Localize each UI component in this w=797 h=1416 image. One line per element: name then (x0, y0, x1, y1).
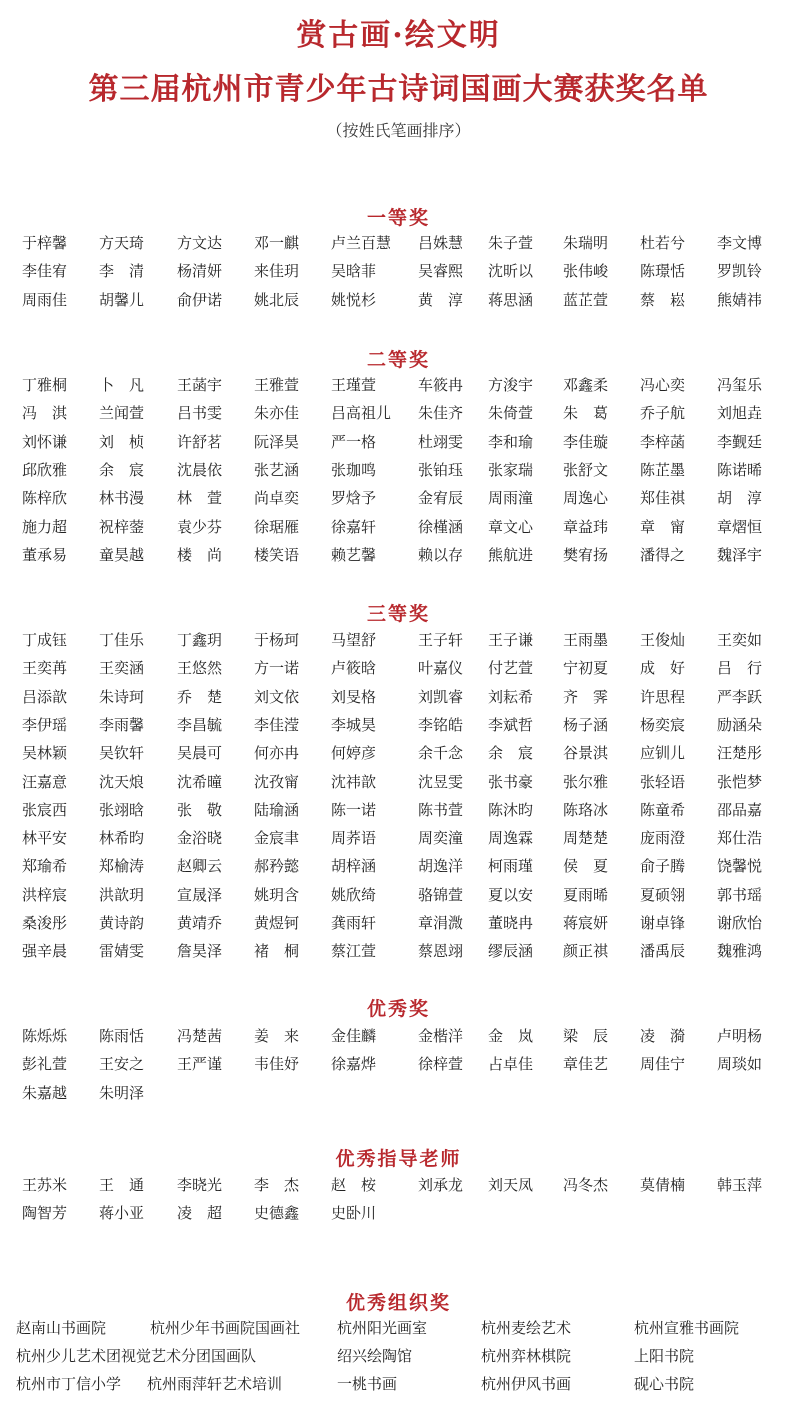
third-prize-name: 李佳滢 (254, 715, 300, 734)
second-prize-name: 周雨潼 (488, 489, 534, 508)
third-prize-name: 魏雅鸿 (717, 942, 763, 961)
third-prize-name: 陈童希 (640, 800, 686, 819)
second-prize-name: 郑佳祺 (640, 489, 686, 508)
organization-name: 杭州雨萍轩艺术培训 (147, 1375, 283, 1393)
teacher-name: 莫倩楠 (640, 1176, 686, 1194)
excellence-prize-name: 周佳宁 (640, 1055, 686, 1074)
second-prize-name: 张艺涵 (254, 460, 300, 479)
third-prize-name: 沈希曈 (177, 772, 223, 791)
third-prize-name: 周奕潼 (418, 829, 464, 848)
teacher-name: 刘承龙 (418, 1176, 464, 1194)
third-prize-name: 丁鑫玥 (177, 631, 223, 649)
excellence-prize-name: 姜 来 (254, 1027, 300, 1045)
third-prize-name: 齐 霁 (563, 687, 609, 706)
third-prize-name: 刘旻格 (331, 687, 377, 706)
third-prize-name: 蒋宸妍 (563, 914, 609, 932)
first-prize-name: 李 清 (99, 262, 145, 281)
third-prize-name: 蔡江萱 (331, 942, 377, 961)
first-prize-name: 张伟峻 (563, 262, 609, 281)
excellence-prize-name: 占卓佳 (488, 1055, 534, 1074)
third-prize-name: 丁成钰 (22, 631, 68, 649)
third-prize-name: 董晓冉 (488, 914, 534, 932)
second-prize-name: 沈晨依 (177, 460, 223, 479)
third-prize-name: 雷婧雯 (99, 942, 145, 961)
third-prize-name: 朱诗珂 (99, 687, 145, 706)
second-prize-name: 余 宸 (99, 460, 145, 479)
second-prize-name: 林书漫 (99, 489, 145, 508)
third-prize-name: 林希昀 (99, 829, 145, 848)
title-line-2: 第三届杭州市青少年古诗词国画大赛获奖名单 (88, 72, 709, 107)
organization-name: 绍兴绘陶馆 (337, 1347, 413, 1365)
third-prize-name: 张书豪 (488, 772, 534, 791)
first-prize-name: 吴晗菲 (331, 262, 377, 281)
first-prize-name: 熊婧祎 (717, 290, 763, 309)
second-prize-name: 邓鑫柔 (563, 376, 609, 394)
first-prize-name: 吴睿熙 (418, 262, 464, 281)
third-prize-name: 庞雨澄 (640, 829, 686, 848)
excellence-prize-name: 凌 漪 (640, 1027, 686, 1045)
third-prize-name: 张 敬 (177, 800, 223, 819)
third-prize-name: 周逸霖 (488, 829, 534, 848)
third-prize-name: 李昌毓 (177, 715, 223, 734)
third-prize-name: 陈沐昀 (488, 800, 534, 819)
third-prize-name: 胡逸洋 (418, 857, 464, 876)
first-prize-name: 方文达 (177, 234, 223, 252)
third-prize-name: 吴林颖 (22, 744, 68, 763)
third-prize-name: 强辛晨 (22, 942, 68, 961)
organization-name: 杭州阳光画室 (337, 1319, 428, 1337)
second-prize-name: 楼 尚 (177, 545, 223, 564)
section-title-first-prize: 一等奖 (366, 207, 430, 229)
second-prize-name: 李觐廷 (717, 432, 763, 451)
first-prize-name: 蓝芷萱 (563, 290, 609, 309)
third-prize-name: 李雨馨 (99, 715, 145, 734)
teacher-name: 蒋小亚 (99, 1204, 145, 1223)
third-prize-name: 黄诗韵 (99, 914, 145, 932)
first-prize-name: 罗凯铃 (717, 262, 763, 281)
excellence-prize-name: 章佳艺 (563, 1055, 609, 1074)
third-prize-name: 吕添歆 (22, 687, 68, 706)
third-prize-name: 成 好 (640, 659, 686, 678)
second-prize-name: 潘得之 (640, 545, 686, 564)
third-prize-name: 王子轩 (418, 631, 464, 649)
excellence-prize-name: 梁 辰 (563, 1027, 609, 1045)
third-prize-name: 杨奕宸 (640, 715, 686, 734)
second-prize-name: 陈诺晞 (717, 460, 763, 479)
first-prize-name: 李佳宥 (22, 262, 68, 281)
third-prize-name: 沈孜甯 (254, 772, 300, 791)
third-prize-name: 章涓溦 (418, 914, 464, 932)
first-prize-name: 来佳玥 (254, 262, 300, 281)
teacher-name: 韩玉萍 (717, 1176, 763, 1194)
third-prize-name: 沈昱雯 (418, 772, 464, 791)
teacher-name: 王苏米 (22, 1176, 68, 1194)
second-prize-name: 刘怀谦 (22, 432, 68, 451)
second-prize-name: 冯 淇 (22, 404, 68, 423)
third-prize-name: 王悠然 (177, 659, 223, 678)
second-prize-name: 严一格 (331, 432, 377, 451)
first-prize-name: 朱子萱 (488, 234, 534, 252)
organization-name: 一桃书画 (337, 1375, 398, 1393)
third-prize-name: 刘文依 (254, 687, 300, 706)
second-prize-name: 胡 淳 (717, 489, 763, 508)
organization-name: 杭州少年书画院国画社 (150, 1319, 301, 1337)
third-prize-name: 潘禹辰 (640, 942, 686, 961)
second-prize-name: 朱倚萱 (488, 404, 534, 423)
second-prize-name: 徐嘉轩 (331, 517, 377, 536)
section-title-excellence-prize: 优秀奖 (366, 998, 430, 1020)
teacher-name: 史德鑫 (254, 1204, 300, 1223)
first-prize-name: 姚北辰 (254, 290, 300, 309)
second-prize-name: 张家瑞 (488, 460, 534, 479)
second-prize-name: 熊航进 (488, 545, 534, 564)
third-prize-name: 洪歆玥 (99, 885, 145, 904)
excellence-prize-name: 周琰如 (717, 1055, 763, 1074)
teacher-name: 陶智芳 (22, 1204, 68, 1223)
third-prize-name: 何亦冉 (254, 744, 300, 763)
third-prize-name: 汪楚彤 (717, 744, 763, 763)
third-prize-name: 周荞语 (331, 829, 377, 848)
second-prize-name: 方浚宇 (488, 376, 534, 394)
second-prize-name: 施力超 (22, 517, 68, 536)
third-prize-name: 余千念 (418, 744, 464, 763)
third-prize-name: 马望舒 (331, 631, 377, 649)
third-prize-name: 洪梓宸 (22, 885, 68, 904)
second-prize-name: 丁雅桐 (22, 376, 68, 394)
second-prize-name: 赖以存 (418, 545, 464, 564)
third-prize-name: 郝矜懿 (254, 857, 300, 876)
second-prize-name: 尚卓奕 (254, 489, 300, 508)
excellence-prize-name: 金楷洋 (418, 1027, 464, 1045)
second-prize-name: 杜翊雯 (418, 432, 464, 451)
second-prize-name: 章 甯 (640, 517, 686, 536)
excellence-prize-name: 金 岚 (488, 1027, 534, 1045)
third-prize-name: 夏雨晞 (563, 885, 609, 904)
second-prize-name: 张铂珏 (418, 460, 464, 479)
first-prize-name: 吕姝慧 (418, 234, 464, 252)
second-prize-name: 王瑾萱 (331, 376, 377, 394)
first-prize-name: 杨清妍 (177, 262, 223, 281)
second-prize-name: 董承易 (22, 545, 68, 564)
second-prize-name: 邱欣雅 (22, 460, 68, 479)
third-prize-name: 吴钦轩 (99, 744, 145, 763)
third-prize-name: 姚欣绮 (331, 885, 377, 904)
second-prize-name: 王菡宇 (177, 376, 223, 394)
teacher-name: 凌 超 (177, 1204, 223, 1223)
second-prize-name: 李佳璇 (563, 432, 609, 451)
first-prize-name: 朱瑞明 (563, 234, 609, 252)
third-prize-name: 饶馨悦 (717, 857, 763, 876)
excellence-prize-name: 卢明杨 (717, 1027, 763, 1045)
third-prize-name: 侯 夏 (563, 857, 609, 876)
third-prize-name: 刘耘希 (488, 687, 534, 706)
second-prize-name: 魏泽宇 (717, 545, 763, 564)
second-prize-name: 张舒文 (563, 460, 609, 479)
third-prize-name: 桑浚彤 (22, 914, 68, 932)
third-prize-name: 周楚楚 (563, 829, 609, 848)
excellence-prize-name: 金佳麟 (331, 1027, 377, 1045)
teacher-name: 史卧川 (331, 1204, 377, 1223)
third-prize-name: 缪辰涵 (488, 942, 534, 961)
first-prize-name: 于梓馨 (22, 234, 68, 252)
third-prize-name: 胡梓涵 (331, 857, 377, 876)
third-prize-name: 王奕如 (717, 631, 763, 649)
third-prize-name: 王奕涵 (99, 659, 145, 678)
second-prize-name: 卜 凡 (99, 376, 145, 394)
second-prize-name: 袁少芬 (177, 517, 223, 536)
third-prize-name: 黄靖乔 (177, 914, 223, 932)
second-prize-name: 王雅萱 (254, 376, 300, 394)
section-title-second-prize: 二等奖 (366, 349, 430, 371)
second-prize-name: 吕书雯 (177, 404, 223, 423)
excellence-prize-name: 朱嘉越 (22, 1083, 68, 1102)
first-prize-name: 俞伊诺 (177, 290, 223, 309)
third-prize-name: 王子谦 (488, 631, 534, 649)
third-prize-name: 李城昊 (331, 715, 377, 734)
second-prize-name: 林 萱 (177, 489, 223, 508)
third-prize-name: 金宸聿 (254, 829, 300, 848)
third-prize-name: 王俊灿 (640, 631, 686, 649)
third-prize-name: 俞子腾 (640, 857, 686, 876)
second-prize-name: 兰闻萱 (99, 404, 145, 423)
third-prize-name: 李伊瑶 (22, 715, 68, 734)
third-prize-name: 王雨墨 (563, 631, 609, 649)
third-prize-name: 于杨珂 (254, 631, 300, 649)
organization-name: 杭州宣雅书画院 (634, 1319, 740, 1337)
third-prize-name: 王奕苒 (22, 659, 68, 678)
second-prize-name: 徐琚雁 (254, 517, 300, 536)
third-prize-name: 邵品嘉 (717, 800, 763, 819)
excellence-prize-name: 徐梓萱 (418, 1055, 464, 1074)
third-prize-name: 李铭皓 (418, 715, 464, 734)
first-prize-name: 沈昕以 (488, 262, 534, 281)
third-prize-name: 张宸西 (22, 800, 68, 819)
third-prize-name: 陈书萱 (418, 800, 464, 819)
organization-name: 砚心书院 (634, 1375, 695, 1393)
third-prize-name: 张恺梦 (717, 772, 763, 791)
organization-name: 杭州市丁信小学 (16, 1375, 122, 1393)
third-prize-name: 吕 行 (717, 659, 763, 678)
third-prize-name: 应钏儿 (640, 744, 686, 763)
third-prize-name: 付艺萱 (488, 659, 534, 678)
first-prize-name: 蔡 崧 (640, 290, 686, 309)
third-prize-name: 林平安 (22, 829, 68, 848)
teacher-name: 李晓光 (177, 1176, 223, 1194)
third-prize-name: 刘凯睿 (418, 687, 464, 706)
organization-name: 杭州麦绘艺术 (481, 1319, 572, 1337)
third-prize-name: 陆瑜涵 (254, 800, 300, 819)
third-prize-name: 夏硕翎 (640, 885, 686, 904)
third-prize-name: 严李跃 (717, 687, 763, 706)
third-prize-name: 陈一诺 (331, 800, 377, 819)
second-prize-name: 周逸心 (563, 489, 609, 508)
third-prize-name: 张尔雅 (563, 772, 609, 791)
first-prize-name: 方天琦 (99, 234, 145, 252)
third-prize-name: 金浴晓 (177, 829, 223, 848)
first-prize-name: 卢兰百慧 (331, 234, 392, 252)
teacher-name: 刘天凤 (488, 1176, 534, 1194)
third-prize-name: 乔 楚 (177, 687, 223, 706)
first-prize-name: 姚悦杉 (331, 290, 377, 309)
second-prize-name: 陈梓欣 (22, 489, 68, 508)
second-prize-name: 朱亦佳 (254, 404, 300, 423)
second-prize-name: 徐槿涵 (418, 517, 464, 536)
second-prize-name: 刘 桢 (99, 432, 145, 451)
third-prize-name: 丁佳乐 (99, 631, 145, 649)
organization-name: 杭州少儿艺术团视觉艺术分团国画队 (16, 1347, 257, 1365)
excellence-prize-name: 韦佳妤 (254, 1055, 300, 1074)
excellence-prize-name: 陈烁烁 (22, 1027, 68, 1045)
third-prize-name: 张轻语 (640, 772, 686, 791)
second-prize-name: 陈芷墨 (640, 460, 686, 479)
second-prize-name: 童昊越 (99, 545, 145, 564)
first-prize-name: 黄 淳 (418, 290, 464, 309)
second-prize-name: 张珈鸣 (331, 460, 377, 479)
second-prize-name: 吕高祖儿 (331, 404, 392, 423)
second-prize-name: 刘旭垚 (717, 404, 763, 423)
third-prize-name: 许思程 (640, 687, 686, 706)
first-prize-name: 胡馨儿 (99, 290, 145, 309)
third-prize-name: 沈祎歆 (331, 772, 377, 791)
teacher-name: 王 通 (99, 1176, 145, 1194)
second-prize-name: 李梓菡 (640, 432, 686, 451)
subtitle: （按姓氏笔画排序） (326, 121, 471, 140)
teacher-name: 李 杰 (254, 1176, 300, 1194)
third-prize-name: 吴晨可 (177, 744, 223, 763)
second-prize-name: 李和瑜 (488, 432, 534, 451)
third-prize-name: 卢筱晗 (331, 659, 377, 678)
third-prize-name: 励涵朵 (717, 715, 763, 734)
section-title-third-prize: 三等奖 (366, 603, 430, 625)
first-prize-name: 杜若兮 (640, 234, 686, 252)
teacher-name: 赵 桉 (331, 1176, 377, 1194)
third-prize-name: 宣晟泽 (177, 885, 223, 904)
section-title-excellent-teachers: 优秀指导老师 (335, 1148, 462, 1170)
second-prize-name: 冯玺乐 (717, 376, 763, 394)
third-prize-name: 柯雨瑾 (488, 857, 534, 876)
third-prize-name: 李斌哲 (488, 715, 534, 734)
third-prize-name: 郑瑜希 (22, 857, 68, 876)
organization-name: 杭州弈林棋院 (481, 1347, 572, 1365)
third-prize-name: 宁初夏 (563, 659, 609, 678)
third-prize-name: 陈珞冰 (563, 800, 609, 819)
third-prize-name: 郭书瑶 (717, 885, 763, 904)
first-prize-name: 李文博 (717, 234, 763, 252)
third-prize-name: 杨子涵 (563, 715, 609, 734)
third-prize-name: 姚玥含 (254, 885, 300, 904)
third-prize-name: 谢卓锋 (640, 914, 686, 932)
second-prize-name: 樊宥扬 (563, 545, 609, 564)
second-prize-name: 祝梓蓥 (99, 517, 145, 536)
second-prize-name: 罗焓予 (331, 489, 377, 508)
title-line-1: 赏古画·绘文明 (296, 18, 501, 53)
second-prize-name: 阮泽昊 (254, 432, 300, 451)
third-prize-name: 詹昊泽 (177, 942, 223, 961)
excellence-prize-name: 冯楚茜 (177, 1027, 223, 1045)
third-prize-name: 夏以安 (488, 885, 534, 904)
organization-name: 杭州伊风书画 (481, 1375, 572, 1393)
third-prize-name: 沈天烺 (99, 772, 145, 791)
second-prize-name: 金宥辰 (418, 489, 464, 508)
first-prize-name: 邓一麒 (254, 234, 300, 252)
third-prize-name: 谷景淇 (563, 744, 609, 763)
first-prize-name: 蒋思涵 (488, 290, 534, 309)
third-prize-name: 谢欣怡 (717, 914, 763, 932)
excellence-prize-name: 徐嘉烨 (331, 1055, 377, 1074)
second-prize-name: 冯心奕 (640, 376, 686, 394)
third-prize-name: 郑榆涛 (99, 857, 145, 876)
third-prize-name: 郑仕浩 (717, 829, 763, 848)
second-prize-name: 车筱冉 (418, 376, 464, 394)
second-prize-name: 许舒茗 (177, 432, 223, 451)
third-prize-name: 叶嘉仪 (418, 659, 464, 678)
first-prize-name: 陈璟恬 (640, 262, 686, 281)
excellence-prize-name: 朱明泽 (99, 1083, 145, 1102)
second-prize-name: 朱佳齐 (418, 404, 464, 423)
second-prize-name: 章文心 (488, 517, 534, 536)
second-prize-name: 章益玮 (563, 517, 609, 536)
excellence-prize-name: 王严谨 (177, 1055, 223, 1074)
third-prize-name: 何婷彦 (331, 744, 377, 763)
second-prize-name: 楼笑语 (254, 545, 300, 564)
third-prize-name: 汪嘉意 (22, 772, 68, 791)
third-prize-name: 龚雨轩 (331, 914, 377, 932)
first-prize-name: 周雨佳 (22, 290, 68, 309)
excellence-prize-name: 王安之 (99, 1055, 145, 1074)
third-prize-name: 赵卿云 (177, 857, 223, 876)
second-prize-name: 乔子航 (640, 404, 686, 423)
excellence-prize-name: 彭礼萱 (22, 1055, 68, 1074)
third-prize-name: 余 宸 (488, 744, 534, 763)
organization-name: 赵南山书画院 (16, 1319, 107, 1337)
excellence-prize-name: 陈雨恬 (99, 1027, 145, 1045)
organization-name: 上阳书院 (634, 1347, 695, 1365)
third-prize-name: 骆锦萱 (418, 885, 464, 904)
third-prize-name: 颜正祺 (563, 942, 609, 961)
third-prize-name: 黄煜钶 (254, 914, 300, 932)
third-prize-name: 张翊晗 (99, 800, 145, 819)
section-title-organization-award: 优秀组织奖 (345, 1292, 451, 1314)
third-prize-name: 蔡恩翊 (418, 942, 464, 961)
third-prize-name: 方一诺 (254, 659, 300, 678)
second-prize-name: 朱 葛 (563, 404, 609, 423)
second-prize-name: 赖艺馨 (331, 545, 377, 564)
second-prize-name: 章熠恒 (717, 517, 763, 536)
third-prize-name: 褚 桐 (254, 942, 300, 961)
teacher-name: 冯冬杰 (563, 1176, 609, 1194)
